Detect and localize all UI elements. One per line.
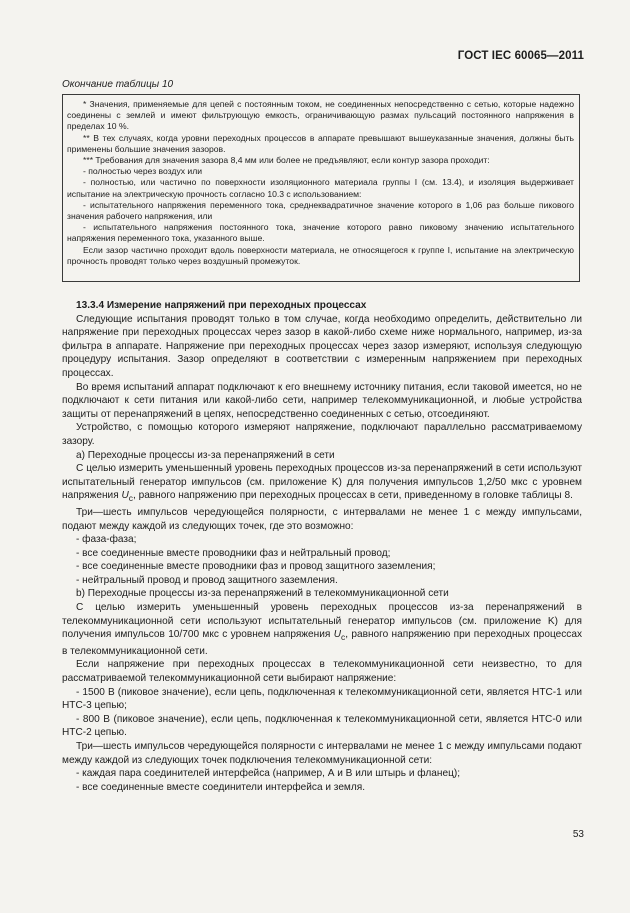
paragraph bbox=[62, 601, 582, 658]
note-3-item-3: - испытательного напряжения переменного тока, среднеквадратичное значение которого в 1,06 раз больше пикового значения рабочего напряжения, или bbox=[67, 199, 574, 222]
paragraph: Во время испытаний аппарат подключают к его внешнему источнику питания, если таковой имеется, но не подключают к сети питания или какой-либо сети, например телекоммуникационной, и любые устройства защиты от перенапряжений в цепях, непосредственно соединенных с сетью, отсоединяют. bbox=[62, 381, 582, 420]
section-title: 13.3.4 Измерение напряжений при переходных процессах bbox=[76, 300, 367, 311]
paragraph bbox=[62, 462, 582, 506]
document-code: ГОСТ IEC 60065—2011 bbox=[457, 50, 584, 62]
list-item: - 1500 В (пиковое значение), если цепь, подключенная к телекоммуникационной сети, является НТС-1 или НТС-3 цепью; bbox=[62, 686, 582, 712]
voltage-symbol: U bbox=[333, 629, 341, 641]
note-3: *** Требования для значения зазора 8,4 мм или более не предъявляют, если контур зазора проходит: bbox=[83, 155, 490, 166]
paragraph: Три—шесть импульсов чередующейся полярности с интервалами не менее 1 с между импульсами подают между каждой из следующих точек подключения телекоммуникационной сети: bbox=[62, 741, 582, 766]
table-notes-box bbox=[62, 94, 580, 282]
note-3-item-2: - полностью, или частично по поверхности изоляционного материала группы I (см. 13.4), и изоляция выдерживает испытание на электрическую прочность согласно 10.3 с использованием: bbox=[67, 177, 574, 199]
page-number: 53 bbox=[572, 829, 584, 840]
table-caption: Окончание таблицы 10 bbox=[62, 79, 174, 90]
note-1: * Значения, применяемые для цепей с постоянным током, не соединенных непосредственно с сетью, которые надежно соединены с землей и имеют фильтрующую емкость, ограничивающую размах пульсаций постоянного напряжения в пределах 10 %. bbox=[67, 99, 574, 132]
paragraph: Следующие испытания проводят только в том случае, когда необходимо определить, действительно ли напряжение при переходных процессах через зазор в какой-либо схеме ниже нормального, например, из-за фильтра в аппарате. Напряжение при переходных процессах через зазор измеряют, используя следующую процедуру испытания. Зазор определяют в соответствии с измеренным напряжением при переходных процессах. bbox=[62, 313, 582, 379]
paragraph: Устройство, с помощью которого измеряют напряжение, подключают параллельно рассматриваемому зазору. bbox=[62, 422, 582, 447]
list-item: - фаза-фаза; bbox=[76, 534, 137, 546]
list-item: - все соединенные вместе проводники фаз и нейтральный провод; bbox=[76, 547, 391, 559]
paragraph: Если напряжение при переходных процессах в телекоммуникационной сети неизвестно, то для рассматриваемой телекоммуникационной сети выбирают напряжение: bbox=[62, 659, 582, 685]
paragraph: Три—шесть импульсов чередующейся полярности, с интервалами не менее 1 с между импульсами, подают между каждой из следующих точек, где это возможно: bbox=[62, 506, 582, 532]
voltage-subscript: c bbox=[341, 632, 346, 643]
main-text bbox=[62, 299, 582, 794]
list-item: - нейтральный провод и провод защитного заземления. bbox=[76, 574, 338, 586]
note-2: ** В тех случаях, когда уровни переходных процессов в аппарате превышают вышеуказанные значения, должны быть применены большие значения зазоров. bbox=[67, 132, 574, 154]
note-3-item-4: - испытательного напряжения постоянного тока, значение которого равно пиковому значению испытательного напряжения переменного тока, указанного выше. bbox=[67, 222, 574, 244]
text-run: , равного напряжению при переходных процессах в сети, приведенному в головке таблицы 8. bbox=[132, 490, 573, 502]
text-run: С целью измерить уменьшенный уровень переходных процессов из-за перенапряжений в сети используют испытательный генератор импульсов (см. приложение K) для получения импульсов 1,2/50 мкс с уровнем напряжения bbox=[62, 463, 582, 502]
note-3-item-1: - полностью через воздух или bbox=[83, 166, 203, 177]
subsection-b-title: b) Переходные процессы из-за перенапряжений в телекоммуникационной сети bbox=[76, 588, 449, 600]
list-item: - 800 В (пиковое значение), если цепь, подключенная к телекоммуникационной сети, является НТС-0 или НТС-2 цепью. bbox=[62, 713, 582, 739]
list-item: - каждая пара соединителей интерфейса (например, А и В или штырь и фланец); bbox=[76, 768, 461, 780]
list-item: - все соединенные вместе проводники фаз и провод защитного заземления; bbox=[76, 561, 436, 573]
voltage-symbol: U bbox=[121, 490, 129, 502]
list-item: - все соединенные вместе соединители интерфейса и земля. bbox=[76, 781, 366, 793]
text-run: , равного напряжению при переходных процессах в телекоммуникационной сети. bbox=[62, 629, 582, 657]
voltage-subscript: c bbox=[128, 493, 133, 504]
text-run: С целью измерить уменьшенный уровень переходных процессов из-за перенапряжений в телекоммуникационной сети используют испытательный генератор импульсов (см. приложение K) для получения импульсов 10/700 мкс с уровнем напряжения bbox=[62, 602, 582, 641]
note-4: Если зазор частично проходит вдоль поверхности материала, не относящегося к группе I, испытание на электрическую прочность проводят только через воздушный промежуток. bbox=[67, 244, 574, 266]
subsection-a-title: a) Переходные процессы из-за перенапряжений в сети bbox=[76, 449, 335, 461]
